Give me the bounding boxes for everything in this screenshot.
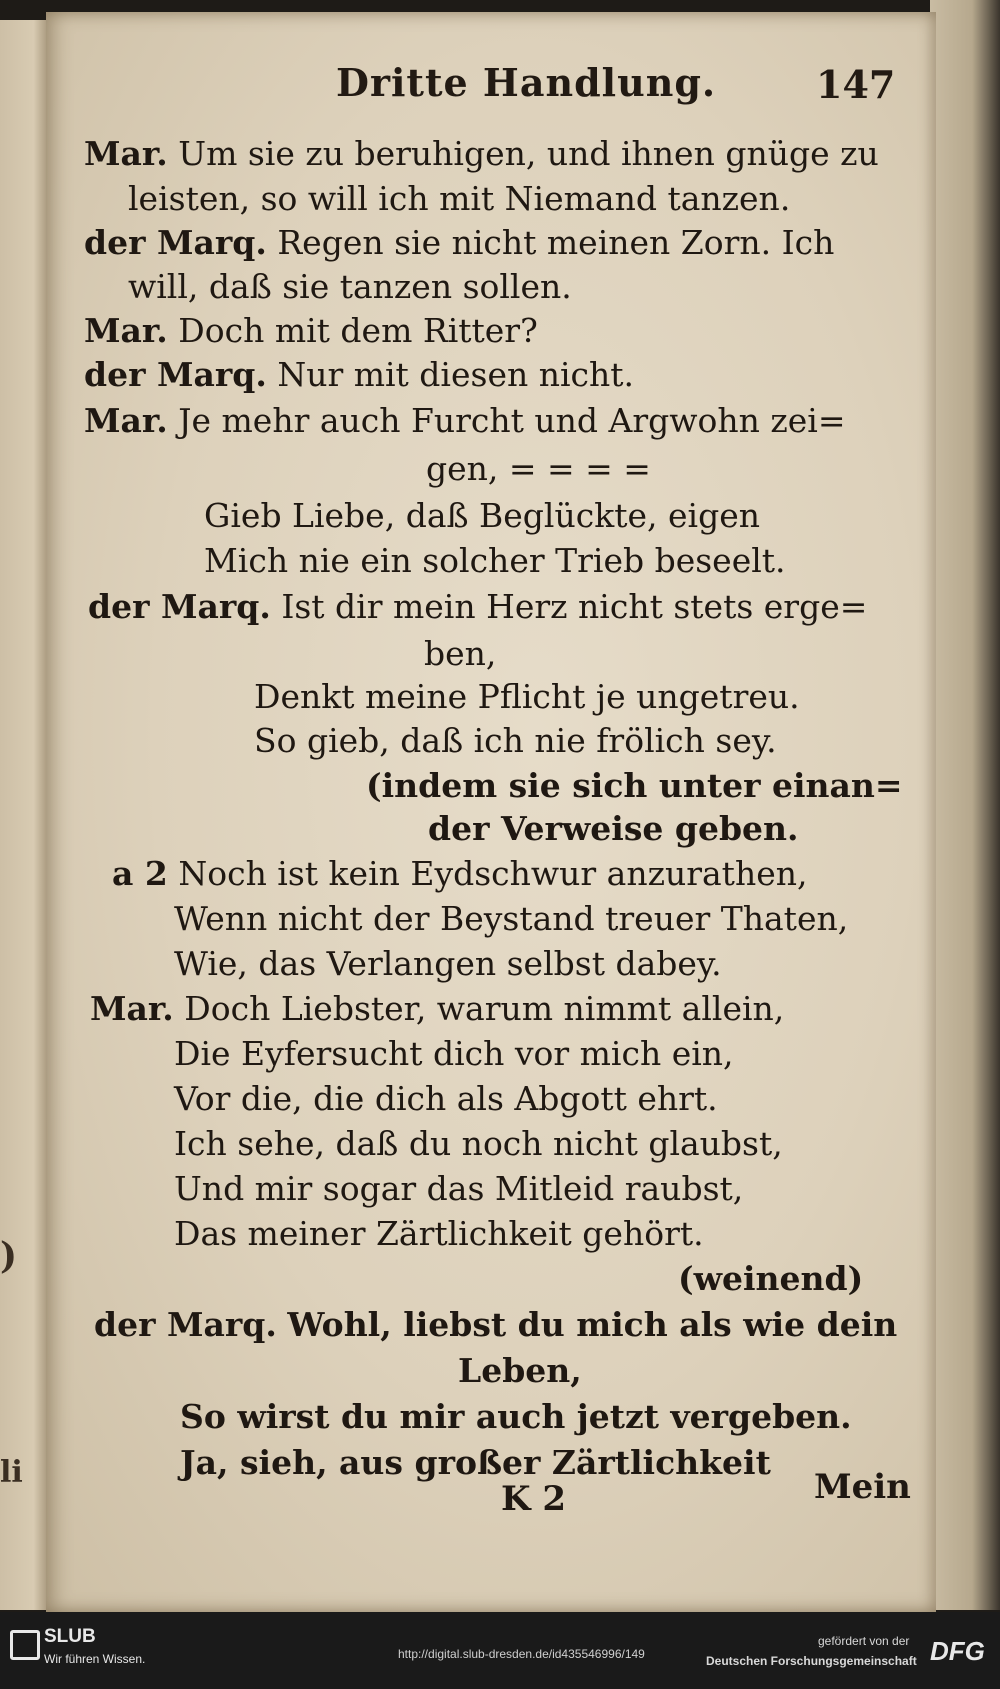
- line-text: Wohl, liebst du mich als wie dein: [287, 1305, 898, 1344]
- text-line: [174, 1079, 718, 1118]
- running-head: Dritte Handlung.: [336, 60, 717, 105]
- text-line: [84, 401, 846, 440]
- text-line: [84, 134, 879, 173]
- line-text: Nur mit diesen nicht.: [277, 355, 635, 394]
- text-line: [174, 1169, 744, 1208]
- text-line: [426, 449, 651, 488]
- catchword: Mein: [814, 1467, 911, 1507]
- left-page-edge: [0, 20, 48, 1610]
- text-line: [180, 1443, 771, 1482]
- text-line: [180, 1397, 852, 1436]
- text-line: [204, 541, 786, 580]
- line-text: Regen sie nicht meinen Zorn. Ich: [277, 223, 835, 262]
- line-text: Wie, das Verlangen selbst dabey.: [174, 944, 722, 983]
- line-text: Je mehr auch Furcht und Argwohn zei=: [178, 401, 846, 440]
- text-line: [84, 355, 635, 394]
- text-line: [88, 587, 868, 626]
- line-text: Um sie zu beruhigen, und ihnen gnüge zu: [178, 134, 879, 173]
- text-line: [424, 634, 497, 673]
- line-text: Vor die, die dich als Abgott ehrt.: [174, 1079, 718, 1118]
- text-line: [174, 1034, 734, 1073]
- speaker-label: der Marq.: [84, 355, 267, 394]
- speaker-label: Mar.: [90, 989, 174, 1028]
- line-text: Denkt meine Pflicht je ungetreu.: [254, 677, 800, 716]
- right-page-edge: [930, 0, 1000, 1610]
- line-text: So wirst du mir auch jetzt vergeben.: [180, 1397, 852, 1436]
- funder-line-2: Deutschen Forschungsgemeinschaft: [706, 1654, 917, 1668]
- text-line: [90, 989, 785, 1028]
- speaker-label: Mar.: [84, 311, 168, 350]
- text-line: [174, 1214, 704, 1253]
- signature-mark: K 2: [501, 1479, 567, 1519]
- funder-line-1: gefördert von der: [818, 1634, 910, 1648]
- speaker-label: a 2: [112, 854, 168, 893]
- line-text: ben,: [424, 634, 497, 673]
- line-text: (weinend): [678, 1259, 864, 1298]
- line-text: will, daß sie tanzen sollen.: [128, 267, 572, 306]
- text-line: [174, 899, 849, 938]
- text-line: [112, 854, 808, 893]
- text-line: [128, 267, 572, 306]
- line-text: Das meiner Zärtlichkeit gehört.: [174, 1214, 704, 1253]
- stage-direction: [366, 766, 903, 805]
- text-line: [84, 223, 835, 262]
- library-tagline: Wir führen Wissen.: [44, 1652, 146, 1666]
- library-name[interactable]: SLUB: [44, 1626, 96, 1647]
- line-text: leisten, so will ich mit Niemand tanzen.: [128, 179, 791, 218]
- left-page-fragment: ): [0, 1235, 18, 1277]
- speaker-label: Mar.: [84, 134, 168, 173]
- speaker-label: Mar.: [84, 401, 168, 440]
- line-text: Mich nie ein solcher Trieb beseelt.: [204, 541, 786, 580]
- stage-direction: [678, 1259, 864, 1298]
- text-line: [128, 179, 791, 218]
- line-text: Und mir sogar das Mitleid raubst,: [174, 1169, 744, 1208]
- speaker-label: der Marq.: [88, 587, 271, 626]
- line-text: Ich sehe, daß du noch nicht glaubst,: [174, 1124, 783, 1163]
- speaker-label: der Marq.: [94, 1305, 277, 1344]
- line-text: (indem sie sich unter einan=: [366, 766, 903, 805]
- book-page: [46, 12, 936, 1612]
- page-number: 147: [816, 62, 896, 107]
- line-text: Doch Liebster, warum nimmt allein,: [184, 989, 785, 1028]
- text-line: [84, 311, 538, 350]
- line-text: Wenn nicht der Beystand treuer Thaten,: [174, 899, 849, 938]
- line-text: Doch mit dem Ritter?: [178, 311, 538, 350]
- text-line: [174, 944, 722, 983]
- line-text: der Verweise geben.: [428, 809, 799, 848]
- text-line: [204, 496, 760, 535]
- speaker-label: der Marq.: [84, 223, 267, 262]
- line-text: Leben,: [458, 1351, 582, 1390]
- text-line: [174, 1124, 783, 1163]
- dfg-logo[interactable]: DFG: [930, 1636, 985, 1666]
- line-text: Die Eyfersucht dich vor mich ein,: [174, 1034, 734, 1073]
- text-line: [94, 1305, 898, 1344]
- line-text: gen, = = = =: [426, 449, 651, 488]
- text-line: [458, 1351, 582, 1390]
- line-text: Ist dir mein Herz nicht stets erge=: [281, 587, 868, 626]
- slub-logo-icon[interactable]: [10, 1630, 40, 1660]
- line-text: Gieb Liebe, daß Beglückte, eigen: [204, 496, 760, 535]
- line-text: Noch ist kein Eydschwur anzurathen,: [178, 854, 808, 893]
- viewer-footer: [0, 1612, 1000, 1689]
- permalink[interactable]: http://digital.slub-dresden.de/id435546996/149: [398, 1647, 645, 1661]
- line-text: Ja, sieh, aus großer Zärtlichkeit: [180, 1443, 771, 1482]
- stage-direction: [428, 809, 799, 848]
- text-line: [254, 677, 800, 716]
- text-line: [254, 721, 777, 760]
- line-text: So gieb, daß ich nie frölich sey.: [254, 721, 777, 760]
- left-page-fragment: li: [0, 1455, 23, 1490]
